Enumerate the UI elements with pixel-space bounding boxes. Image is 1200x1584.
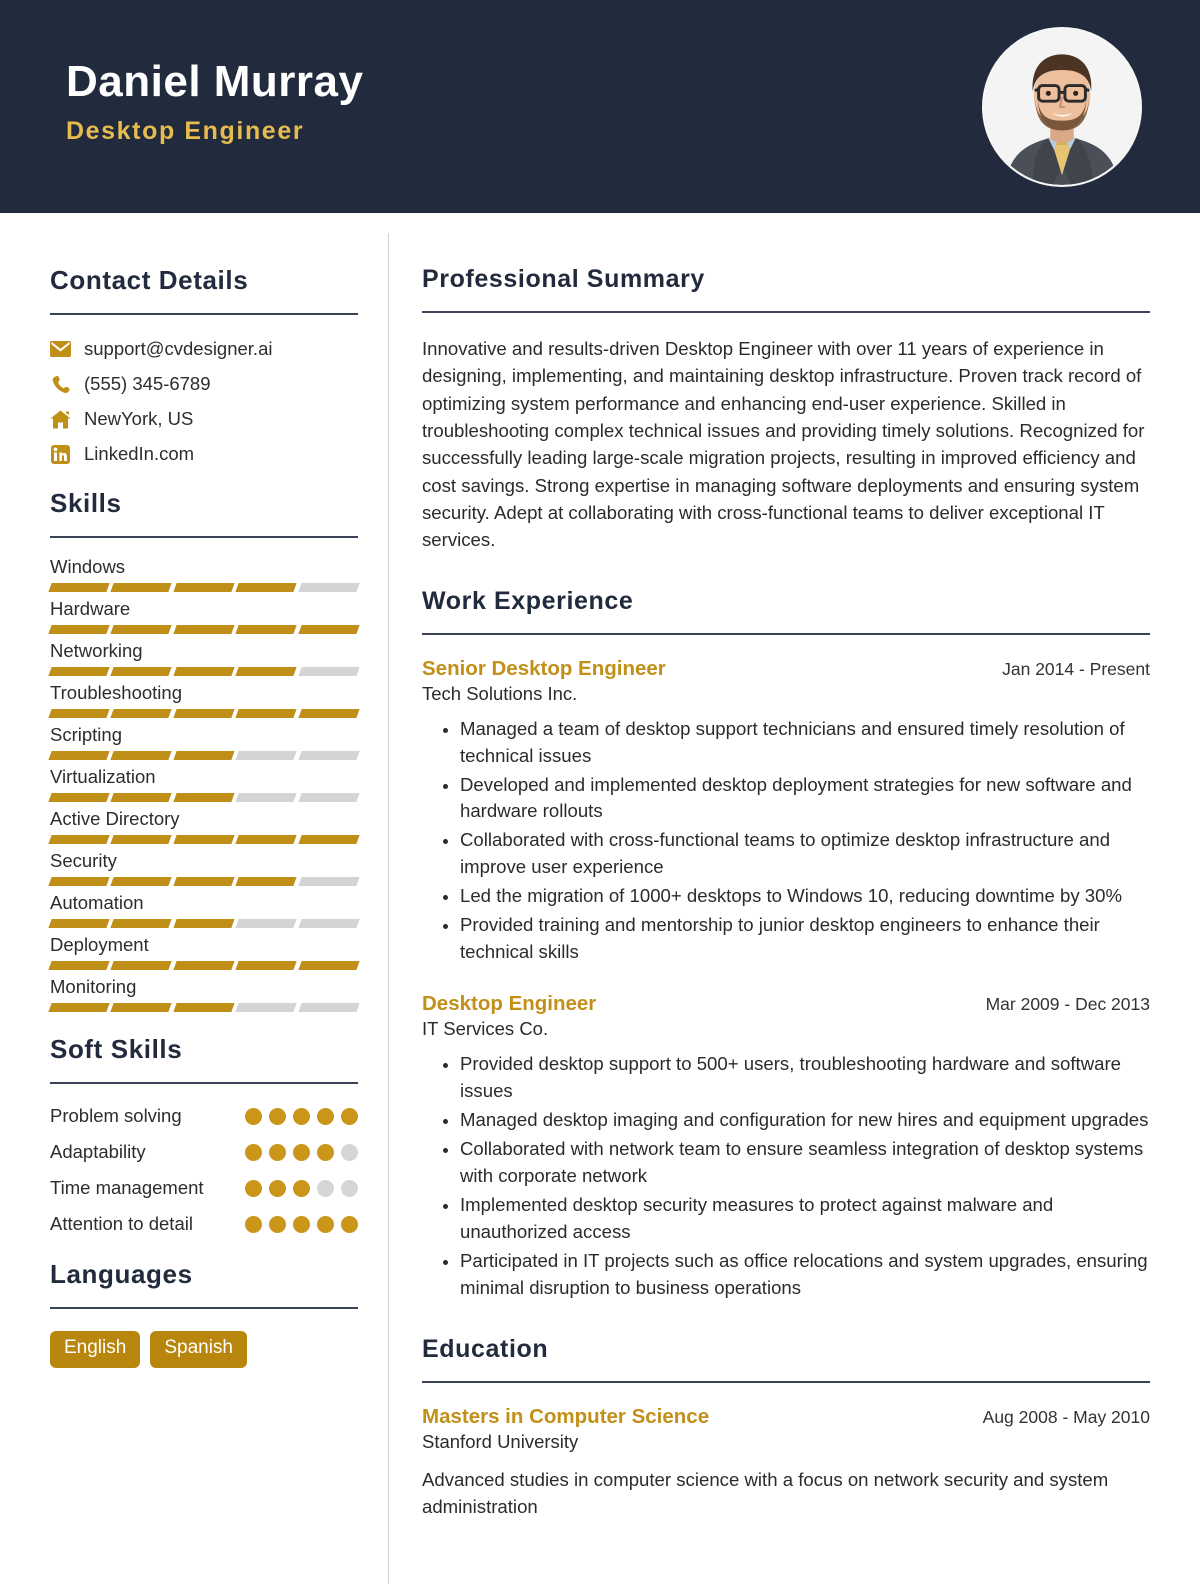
job-bullet-list: [422, 716, 1150, 967]
soft-skill-label: Time management: [50, 1176, 204, 1198]
skill-bar-segment: [298, 751, 360, 760]
skill-bar-segment: [173, 835, 235, 844]
job-bullet: • Provided desktop support to 500+ users, troubleshooting hardware and software issues: [460, 1051, 1150, 1105]
contact-location-text: NewYork, US: [84, 408, 194, 429]
soft-skill-rating: [245, 1216, 358, 1233]
contact-linkedin-text: LinkedIn.com: [84, 443, 195, 464]
job-bullet: • Developed and implemented desktop deployment strategies for new software and hardware rollouts: [460, 772, 1150, 826]
skill-item: [50, 556, 358, 592]
skill-bar-segment: [173, 961, 235, 970]
job-entry: [422, 992, 1150, 1302]
skill-level-bar: [50, 709, 358, 718]
job-list: [422, 657, 1150, 1302]
skill-bar-segment: [298, 919, 360, 928]
skill-label: Automation: [50, 892, 144, 913]
rating-dot: [269, 1108, 286, 1125]
skill-bar-segment: [236, 793, 298, 802]
soft-skill-item: [50, 1212, 358, 1237]
skill-item: [50, 892, 358, 928]
skill-bar-segment: [298, 667, 360, 676]
skill-item: [50, 850, 358, 886]
skill-item: [50, 976, 358, 1012]
section-divider: [50, 1082, 358, 1084]
rating-dot: [269, 1144, 286, 1161]
rating-dot: [245, 1216, 262, 1233]
skill-bar-segment: [48, 751, 110, 760]
rating-dot: [245, 1108, 262, 1125]
rating-dot: [245, 1144, 262, 1161]
section-divider: [422, 1381, 1150, 1383]
skill-level-bar: [50, 751, 358, 760]
skill-bar-segment: [48, 961, 110, 970]
contact-list: [50, 337, 358, 466]
contact-section-title: Contact Details: [50, 265, 249, 295]
skill-bar-segment: [298, 583, 360, 592]
resume-header: [0, 0, 1200, 213]
skill-level-bar: [50, 961, 358, 970]
contact-section: [50, 265, 358, 466]
skills-list: [50, 556, 358, 1012]
skill-bar-segment: [48, 1003, 110, 1012]
skill-bar-segment: [111, 919, 173, 928]
skill-bar-segment: [48, 919, 110, 928]
profile-photo: [982, 27, 1142, 187]
job-title: Desktop Engineer: [422, 992, 597, 1016]
skill-bar-segment: [48, 625, 110, 634]
soft-skill-label: Problem solving: [50, 1105, 182, 1126]
skill-label: Troubleshooting: [50, 682, 182, 703]
skill-bar-segment: [111, 751, 173, 760]
skill-bar-segment: [236, 625, 298, 634]
job-bullet: • Led the migration of 1000+ desktops to Windows 10, reducing downtime by 30%: [460, 883, 1150, 910]
skill-bar-segment: [173, 709, 235, 718]
job-date-range: Mar 2009 - Dec 2013: [985, 994, 1150, 1015]
linkedin-icon: [50, 444, 71, 465]
skill-label: Monitoring: [50, 976, 137, 997]
skill-bar-segment: [236, 877, 298, 886]
work-experience-section: [422, 587, 1150, 1302]
profile-photo-illustration: [984, 29, 1140, 185]
skill-level-bar: [50, 1003, 358, 1012]
skill-item: [50, 724, 358, 760]
skill-bar-segment: [236, 751, 298, 760]
section-divider: [422, 311, 1150, 313]
skill-level-bar: [50, 583, 358, 592]
soft-skill-label: Adaptability: [50, 1140, 146, 1162]
rating-dot: [317, 1216, 334, 1233]
contact-email-text: support@cvdesigner.ai: [84, 338, 273, 359]
skill-bar-segment: [48, 709, 110, 718]
job-bullet-list: [422, 1051, 1150, 1302]
skill-label: Deployment: [50, 934, 149, 955]
job-date-range: Jan 2014 - Present: [1002, 658, 1150, 679]
rating-dot: [341, 1216, 358, 1233]
soft-skill-label: Attention to detail: [50, 1212, 193, 1234]
rating-dot: [293, 1108, 310, 1125]
skill-bar-segment: [111, 709, 173, 718]
skill-label: Hardware: [50, 598, 131, 619]
skill-bar-segment: [236, 961, 298, 970]
rating-dot: [269, 1180, 286, 1197]
skill-bar-segment: [298, 1003, 360, 1012]
work-section-title: Work Experience: [422, 586, 634, 615]
candidate-name: Daniel Murray: [66, 56, 364, 106]
skill-bar-segment: [236, 583, 298, 592]
skill-bar-segment: [48, 877, 110, 886]
contact-item-email[interactable]: [50, 337, 358, 361]
summary-section: [422, 265, 1150, 554]
school-name: Stanford University: [422, 1430, 579, 1452]
job-bullet: • Participated in IT projects such as office relocations and system upgrades, ensuring minimal disruption to business operations: [460, 1248, 1150, 1302]
rating-dot: [293, 1144, 310, 1161]
job-title: Senior Desktop Engineer: [422, 656, 666, 680]
soft-skill-rating: [245, 1180, 358, 1197]
skill-bar-segment: [173, 625, 235, 634]
skill-item: [50, 682, 358, 718]
skill-level-bar: [50, 667, 358, 676]
skill-bar-segment: [173, 793, 235, 802]
soft-skill-rating: [245, 1144, 358, 1161]
skill-bar-segment: [48, 667, 110, 676]
skill-bar-segment: [173, 1003, 235, 1012]
section-divider: [422, 633, 1150, 635]
skill-bar-segment: [298, 835, 360, 844]
language-chip: English: [50, 1331, 140, 1368]
skill-label: Active Directory: [50, 808, 180, 829]
skill-level-bar: [50, 877, 358, 886]
summary-text: Innovative and results-driven Desktop Engineer with over 11 years of experience in designing, implementing, and maintaining desktop infrastructure. Proven track record of optimizing system performance and enhancing end-user experience. Skilled in troubleshooting complex technical issues and providing timely solutions. Recognized for successfully leading large-scale migration projects, resulting in improved efficiency and cost savings. Strong expertise in managing software deployments and ensuring system security. Adept at collaborating with cross-functional teams to deliver exceptional IT services.: [422, 338, 1145, 551]
job-bullet: • Collaborated with cross-functional teams to optimize desktop infrastructure and improve user experience: [460, 827, 1150, 881]
skill-bar-segment: [48, 835, 110, 844]
education-section-title: Education: [422, 1334, 549, 1363]
skill-level-bar: [50, 919, 358, 928]
rating-dot: [317, 1144, 334, 1161]
languages-section: [50, 1259, 358, 1368]
education-description: Advanced studies in computer science with a focus on network security and system administration: [422, 1468, 1109, 1518]
education-section: [422, 1335, 1150, 1521]
skill-bar-segment: [236, 709, 298, 718]
skill-bar-segment: [298, 709, 360, 718]
skill-label: Security: [50, 850, 117, 871]
section-divider: [50, 536, 358, 538]
education-entry: [422, 1405, 1150, 1521]
contact-phone-text: (555) 345-6789: [84, 373, 211, 394]
soft-skills-section: [50, 1034, 358, 1237]
phone-icon: [50, 374, 71, 395]
languages-section-title: Languages: [50, 1258, 193, 1289]
contact-item-phone[interactable]: [50, 372, 358, 396]
skill-label: Networking: [50, 640, 143, 661]
main-content: [389, 213, 1200, 1584]
skill-item: [50, 934, 358, 970]
soft-skills-list: [50, 1104, 358, 1237]
skill-item: [50, 808, 358, 844]
skill-bar-segment: [111, 1003, 173, 1012]
skill-level-bar: [50, 793, 358, 802]
section-divider: [50, 1307, 358, 1309]
skill-item: [50, 598, 358, 634]
rating-dot: [245, 1180, 262, 1197]
rating-dot: [317, 1180, 334, 1197]
skill-level-bar: [50, 625, 358, 634]
job-bullet: • Provided training and mentorship to junior desktop engineers to enhance their technical skills: [460, 912, 1150, 966]
skill-bar-segment: [236, 835, 298, 844]
skill-bar-segment: [111, 961, 173, 970]
skill-bar-segment: [298, 625, 360, 634]
job-bullet: • Managed desktop imaging and configuration for new hires and equipment upgrades: [460, 1107, 1150, 1134]
soft-skill-rating: [245, 1108, 358, 1125]
rating-dot: [293, 1216, 310, 1233]
skills-section: [50, 488, 358, 1012]
job-company: Tech Solutions Inc.: [422, 682, 578, 704]
skill-bar-segment: [173, 751, 235, 760]
skill-bar-segment: [236, 919, 298, 928]
rating-dot: [317, 1108, 334, 1125]
soft-skill-item: [50, 1140, 358, 1165]
contact-item-location[interactable]: [50, 407, 358, 431]
skill-label: Windows: [50, 556, 126, 577]
skill-bar-segment: [111, 877, 173, 886]
skill-bar-segment: [298, 961, 360, 970]
skill-bar-segment: [298, 793, 360, 802]
language-chip: Spanish: [150, 1331, 247, 1368]
skill-bar-segment: [111, 835, 173, 844]
home-icon: [50, 409, 71, 430]
skill-bar-segment: [48, 793, 110, 802]
skill-bar-segment: [48, 583, 110, 592]
rating-dot: [341, 1144, 358, 1161]
job-entry: [422, 657, 1150, 967]
summary-section-title: Professional Summary: [422, 265, 705, 293]
skill-bar-segment: [236, 667, 298, 676]
skill-item: [50, 766, 358, 802]
rating-dot: [293, 1180, 310, 1197]
education-list: [422, 1405, 1150, 1521]
job-bullet: • Implemented desktop security measures to protect against malware and unauthorized access: [460, 1192, 1150, 1246]
skill-bar-segment: [111, 793, 173, 802]
skill-label: Virtualization: [50, 766, 156, 787]
skill-label: Scripting: [50, 724, 122, 745]
soft-skills-section-title: Soft Skills: [50, 1034, 183, 1064]
contact-item-linkedin[interactable]: [50, 442, 358, 466]
skills-section-title: Skills: [50, 488, 122, 518]
rating-dot: [341, 1180, 358, 1197]
skill-bar-segment: [111, 583, 173, 592]
skill-bar-segment: [111, 625, 173, 634]
soft-skill-item: [50, 1104, 358, 1129]
skill-bar-segment: [173, 583, 235, 592]
job-company: IT Services Co.: [422, 1018, 549, 1040]
resume-body: [0, 213, 1200, 1584]
skill-bar-segment: [173, 877, 235, 886]
job-header: [422, 992, 1150, 1016]
rating-dot: [269, 1216, 286, 1233]
section-divider: [50, 313, 358, 315]
candidate-role: Desktop Engineer: [66, 117, 305, 146]
degree-title: Masters in Computer Science: [422, 1404, 710, 1428]
soft-skill-item: [50, 1176, 358, 1201]
skill-bar-segment: [111, 667, 173, 676]
education-header: [422, 1405, 1150, 1429]
job-bullet: • Collaborated with network team to ensure seamless integration of desktop systems with corporate network: [460, 1136, 1150, 1190]
skill-bar-segment: [298, 877, 360, 886]
skill-bar-segment: [236, 1003, 298, 1012]
skill-bar-segment: [173, 667, 235, 676]
job-header: [422, 657, 1150, 681]
job-bullet: • Managed a team of desktop support technicians and ensured timely resolution of technical issues: [460, 716, 1150, 770]
skill-bar-segment: [173, 919, 235, 928]
header-identity: [66, 56, 364, 154]
sidebar: [0, 213, 388, 1584]
education-date-range: Aug 2008 - May 2010: [982, 1406, 1150, 1427]
skill-item: [50, 640, 358, 676]
rating-dot: [341, 1108, 358, 1125]
language-chip-list: [50, 1331, 358, 1368]
envelope-icon: [50, 339, 71, 360]
skill-level-bar: [50, 835, 358, 844]
